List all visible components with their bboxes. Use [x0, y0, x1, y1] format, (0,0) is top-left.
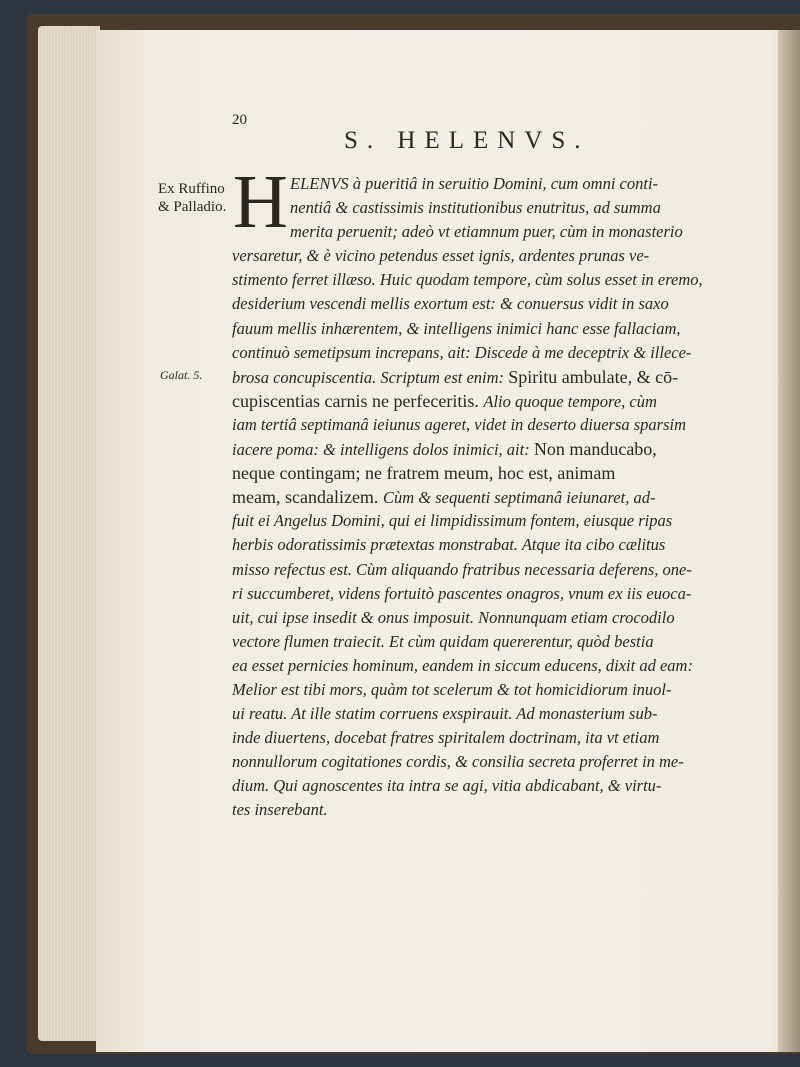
text-line [232, 413, 732, 437]
scripture-quote: Non manducabo, [533, 439, 657, 460]
text-segment: ri succumberet, videns fortuitò pascentes onagros, vnum ex iis euoca- [232, 583, 692, 603]
text-segment: iam tertiâ septimanâ ieiunus ageret, videt in deserto diuersa sparsim [232, 414, 687, 434]
text-segment: brosa concupiscentia. Scriptum est enim: [232, 367, 509, 387]
text-segment: vectore flumen traiecit. Et cùm quidam quererentur, quòd bestia [232, 631, 654, 651]
text-line [232, 389, 732, 413]
text-line [232, 485, 732, 509]
text-line [232, 317, 732, 341]
scripture-quote: Spiritu ambulate, & cō- [508, 366, 679, 387]
text-line [232, 630, 732, 654]
text-segment: dium. Qui agnoscentes ita intra se agi, vitia abdicabant, & virtu- [232, 776, 662, 796]
text-segment: inde diuertens, docebat fratres spiritalem doctrinam, ita vt etiam [232, 728, 660, 748]
text-segment: ui reatu. At ille statim corruens exspirauit. Ad monasterium sub- [232, 704, 658, 724]
text-line [232, 750, 732, 774]
margin-note-source [158, 180, 226, 216]
text-segment: stimento ferret illæso. Huic quodam tempore, cùm solus esset in eremo, [232, 270, 703, 290]
text-segment: Melior est tibi mors, quàm tot scelerum & tot homicidiorum inuol- [232, 679, 672, 699]
text-segment: versaretur, & è vicino petendus esset ignis, ardentes prunas ve- [232, 246, 650, 266]
margin-note-line: Ex Ruffino [158, 181, 225, 197]
facing-page-edge [778, 30, 800, 1052]
text-line [232, 509, 732, 533]
text-segment: merita peruenit; adeò vt etiamnum puer, cùm in monasterio [290, 222, 683, 242]
text-line [232, 702, 732, 726]
text-segment: fuit ei Angelus Domini, qui ei limpidissimum fontem, eiusque ripas [232, 511, 673, 531]
text-segment: herbis odoratissimis prætextas monstrabat. Atque ita cibo cælitus [232, 535, 666, 555]
text-segment: tes inserebant. [232, 800, 328, 820]
page-number: 20 [232, 112, 247, 128]
text-line [232, 582, 732, 606]
text-segment: desiderium vescendi mellis exortum est: & conuersus vidit in saxo [232, 294, 669, 314]
running-head: S. HELENVS. [344, 127, 590, 154]
text-segment: fauum mellis inhærentem, & intelligens inimici hanc esse fallaciam, [232, 318, 681, 338]
text-segment: Cùm & sequenti septimanâ ieiunaret, ad- [382, 488, 656, 508]
text-line [232, 220, 732, 244]
text-line [232, 341, 732, 365]
text-line [232, 678, 732, 702]
text-segment: Alio quoque tempore, cùm [483, 391, 657, 411]
margin-note-line: & Palladio. [158, 199, 227, 215]
body-text [232, 172, 732, 823]
text-segment: misso refectus est. Cùm aliquando fratribus necessaria deferens, one- [232, 559, 692, 579]
text-line [232, 244, 732, 268]
text-line [232, 533, 732, 557]
page-edges [38, 26, 100, 1041]
text-line [232, 774, 732, 798]
text-line [232, 365, 732, 389]
text-line [232, 292, 732, 316]
text-line [232, 654, 732, 678]
text-segment: iacere poma: & intelligens dolos inimici, ait: [232, 440, 534, 460]
text-segment: nentiâ & castissimis institutionibus enutritus, ad summa [290, 198, 661, 218]
text-segment: continuò semetipsum increpans, ait: Discede à me deceptrix & illece- [232, 342, 692, 362]
drop-cap: H [233, 160, 288, 244]
margin-note-scripture: Galat. 5. [160, 368, 203, 382]
text-line [232, 437, 732, 461]
text-segment: uit, cui ipse insedit & onus imposuit. Nonnunquam etiam crocodilo [232, 607, 675, 627]
text-line [232, 196, 732, 220]
scripture-quote: neque contingam; ne fratrem meum, hoc est, animam [232, 463, 616, 484]
text-line [232, 606, 732, 630]
text-line [232, 461, 732, 485]
text-line [232, 558, 732, 582]
text-segment: ea esset pernicies hominum, eandem in siccum educens, dixit ad eam: [232, 655, 693, 675]
text-segment: nonnullorum cogitationes cordis, & consilia secreta proferret in me- [232, 752, 684, 772]
text-segment: ELENVS à pueritiâ in seruitio Domini, cum omni conti- [290, 174, 659, 193]
text-line [232, 268, 732, 292]
text-line [232, 172, 732, 196]
text-line [232, 726, 732, 750]
text-line [232, 798, 732, 822]
scripture-quote: meam, scandalizem. [232, 487, 383, 508]
scripture-quote: cupiscentias carnis ne perfeceritis. [232, 390, 484, 411]
